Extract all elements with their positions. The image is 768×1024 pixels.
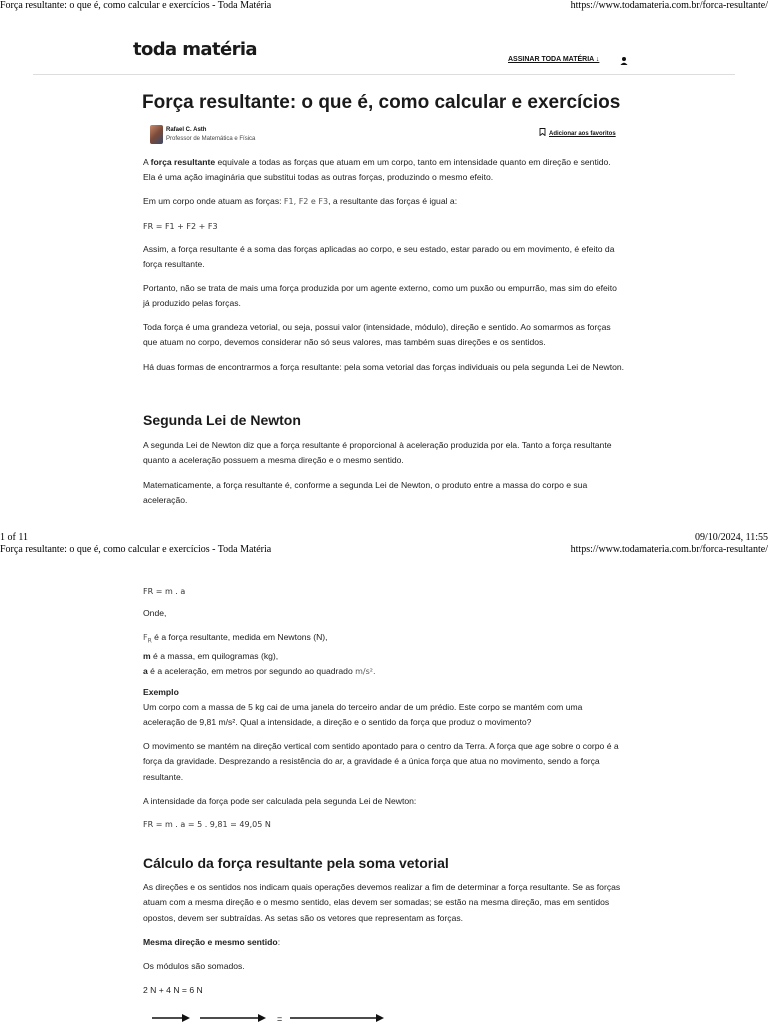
forces-post: , a resultante das forças é igual a: (328, 196, 458, 206)
author-name[interactable]: Rafael C. Asth (166, 127, 207, 133)
calc-example: 2 N + 4 N = 6 N (143, 985, 203, 995)
paragraph-5: Toda força é uma grandeza vetorial, ou seja, possui valor (intensidade, módulo), direção e sentido. Ao somarmos as forças que atuam no corpo, devemos considerar não só seus valores, mas também suas direções e os sentidos. (143, 322, 611, 348)
vector-arrows-diagram (150, 1012, 400, 1024)
site-logo[interactable]: toda matéria (133, 39, 257, 60)
paragraph-7: A segunda Lei de Newton diz que a força resultante é proporcional à aceleração produzida por ela. Tanto a força resultante quanto a aceleração possuem a mesma direção e o mesmo sentido. (143, 440, 612, 466)
example-intensity: A intensidade da força pode ser calculada pela segunda Lei de Newton: (143, 796, 417, 806)
heading-soma-vetorial: Cálculo da força resultante pela soma vetorial (143, 855, 449, 871)
paragraph-9: As direções e os sentidos nos indicam quais operações devemos realizar a fim de determinar a força resultante. Se as forças atuam com a mesma direção e o mesmo sentido, elas devem ser somadas; se estão na mesma direção, mas em sentidos opostos, devem ser subtraídas. As setas são os vetores que representam as forças. (143, 882, 621, 923)
paragraph-forces (143, 194, 625, 209)
intro-bold: força resultante (150, 157, 216, 167)
example-text: Um corpo com a massa de 5 kg cai de uma janela do terceiro andar de um prédio. Este corpo se mantém com uma aceleração de 9,81 m/s². Qual a intensidade, a direção e o sentido da força que produz o movimento? (143, 702, 583, 728)
paragraph-4: Portanto, não se trata de mais uma força produzida por um agente externo, como um puxão ou empurrão, mas sim do efeito já produzido pelas forças. (143, 283, 617, 309)
def-m-symbol: m (143, 650, 151, 661)
favorites-label: Adicionar aos favoritos (549, 131, 616, 137)
print-header-url-2: https://www.todamateria.com.br/forca-resultante/ (570, 544, 768, 555)
arrow-6n (290, 1014, 384, 1022)
definitions (143, 630, 625, 679)
paragraph-intro (143, 155, 625, 186)
header-divider (33, 74, 735, 75)
intro-pre: A (143, 157, 151, 167)
onde-label: Onde, (143, 608, 167, 618)
subscribe-link[interactable]: ASSINAR TODA MATÉRIA ↓ (508, 56, 600, 63)
arrow-2n (152, 1014, 190, 1022)
equals-sign: = (277, 1014, 283, 1024)
paragraph-6: Há duas formas de encontrarmos a força resultante: pela soma vetorial das forças individuais ou pela segunda Lei de Newton. (143, 362, 625, 372)
arrow-4n (200, 1014, 266, 1022)
def-a: é a aceleração, em metros por segundo ao quadrado (147, 666, 356, 677)
equation-resultant-sum: FR = F1 + F2 + F3 (143, 222, 218, 231)
print-footer-page: 1 of 11 (0, 532, 28, 543)
paragraph-3: Assim, a força resultante é a soma das forças aplicadas ao corpo, e seu estado, estar parado ou em movimento, é efeito da força resultante. (143, 244, 615, 270)
equation-example: FR = m . a = 5 . 9,81 = 49,05 N (143, 820, 271, 829)
print-header-title: Força resultante: o que é, como calcular e exercícios - Toda Matéria (0, 0, 272, 11)
intro-post: equivale a todas as forças que atuam em um corpo, tanto em intensidade quanto em direção e sentido. Ela é uma ação imaginária que substitui todas as outras forças, produzindo o mesmo efeito. (143, 157, 611, 183)
same-direction-colon: : (277, 937, 281, 947)
forces-list: F1, F2 e F3 (283, 197, 329, 206)
def-a-unit: m/s². (355, 667, 376, 677)
favorites-button[interactable] (539, 128, 616, 137)
example-label: Exemplo (143, 687, 179, 697)
author-avatar (150, 125, 163, 144)
equation-newton: FR = m . a (143, 587, 186, 596)
bookmark-icon (539, 128, 546, 136)
forces-pre: Em um corpo onde atuam as forças: (143, 196, 284, 206)
heading-newton: Segunda Lei de Newton (143, 412, 301, 428)
print-header-title-2: Força resultante: o que é, como calcular e exercícios - Toda Matéria (0, 544, 272, 555)
print-footer-datetime: 09/10/2024, 11:55 (695, 532, 768, 543)
def-m: é a massa, em quilogramas (kg), (150, 650, 279, 661)
author-role: Professor de Matemática e Física (166, 136, 256, 142)
article-title: Força resultante: o que é, como calcular e exercícios (142, 92, 621, 113)
fr-symbol: $F_R$ (143, 633, 152, 645)
modules-summed: Os módulos são somados. (143, 961, 245, 971)
example-answer: O movimento se mantém na direção vertical com sentido apontado para o centro da Terra. A força que age sobre o corpo é a força da gravidade. Desprezando a resistência do ar, a gravidade é a única força que atua no movimento, sendo a força resultante. (143, 741, 619, 782)
def-fr: é a força resultante, medida em Newtons (N), (151, 632, 328, 642)
same-direction-label (143, 935, 625, 950)
paragraph-8: Matematicamente, a força resultante é, conforme a segunda Lei de Newton, o produto entre a massa do corpo e sua aceleração. (143, 480, 588, 506)
print-header-url: https://www.todamateria.com.br/forca-resultante/ (570, 0, 768, 11)
user-icon[interactable] (619, 56, 629, 66)
same-direction-bold: Mesma direção e mesmo sentido (143, 937, 278, 947)
def-a-symbol: a (143, 666, 148, 677)
